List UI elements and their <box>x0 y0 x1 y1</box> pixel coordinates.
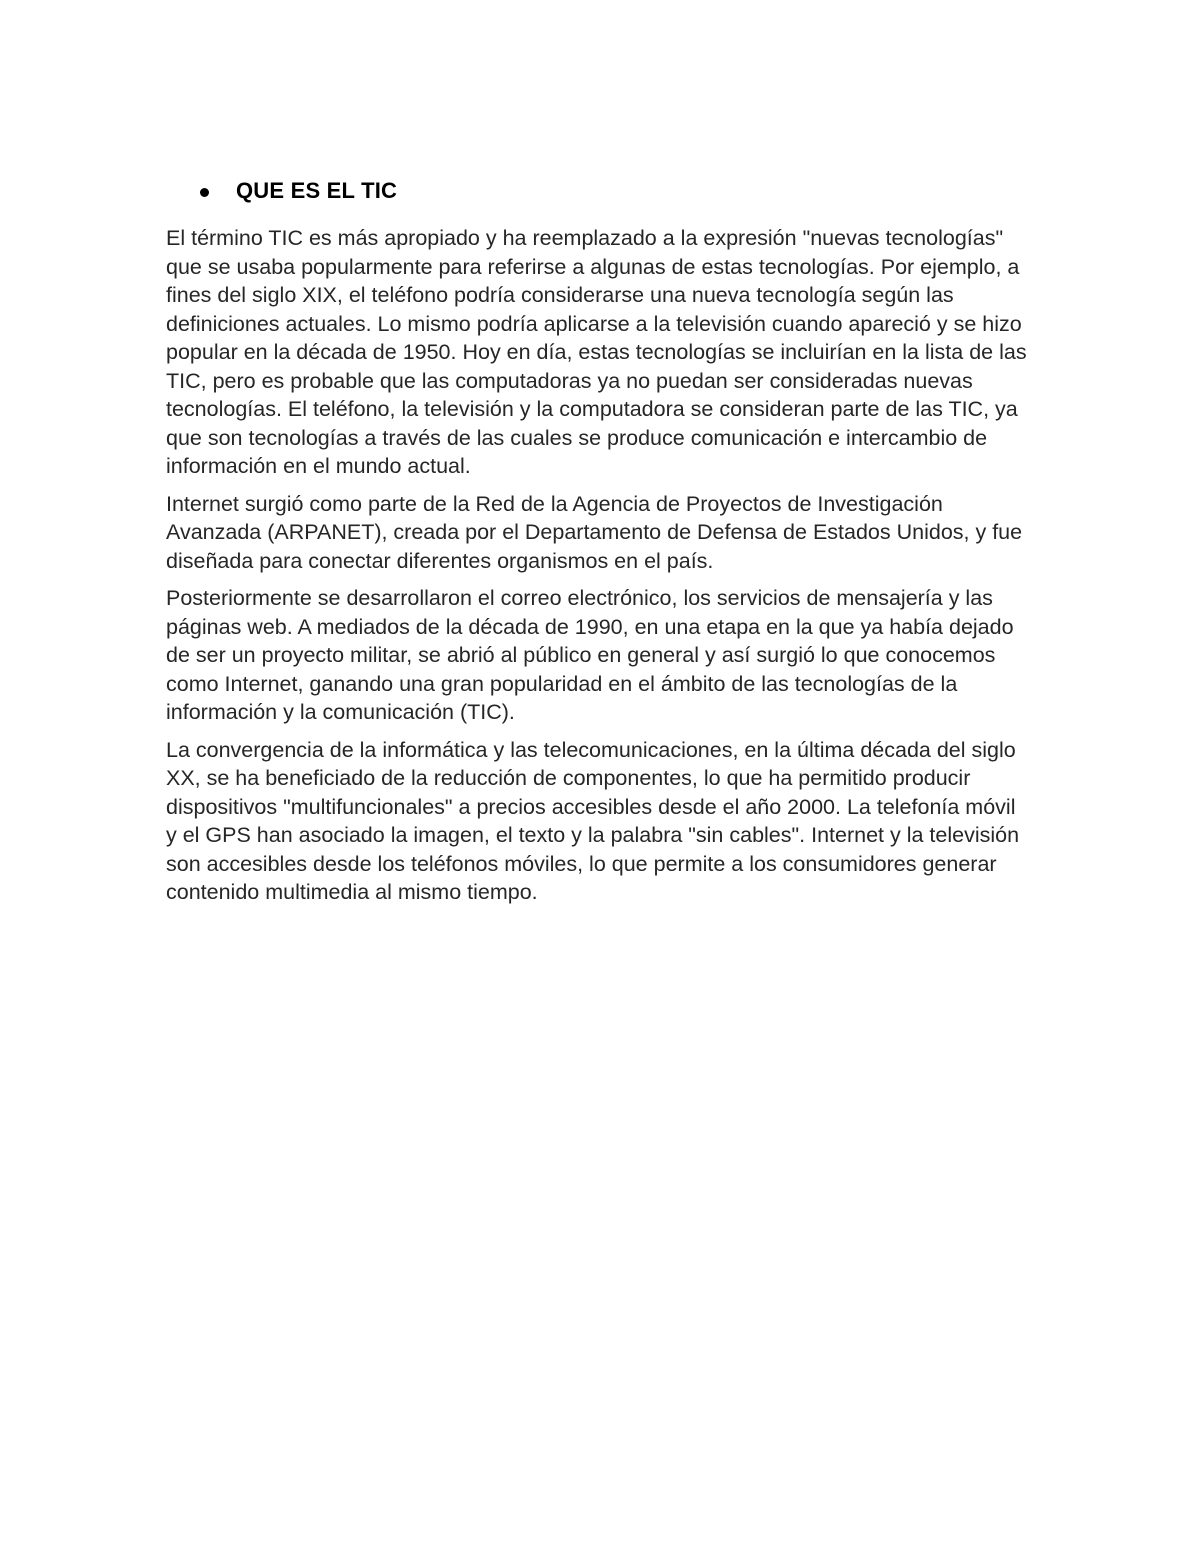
heading-list-item <box>200 178 397 204</box>
paragraph-tic-definition: El término TIC es más apropiado y ha reemplazado a la expresión "nuevas tecnologías" que se usaba popularmente para referirse a algunas de estas tecnologías. Por ejemplo, a fines del siglo XIX, el teléfono podría considerarse una nueva tecnología según las definiciones actuales. Lo mismo podría aplicarse a la televisión cuando apareció y se hizo popular en la década de 1950. Hoy en día, estas tecnologías se incluirían en la lista de las TIC, pero es probable que las computadoras ya no puedan ser consideradas nuevas tecnologías. El teléfono, la televisión y la computadora se consideran parte de las TIC, ya que son tecnologías a través de las cuales se produce comunicación e intercambio de información en el mundo actual. <box>166 226 1027 478</box>
paragraph-internet-development: Posteriormente se desarrollaron el correo electrónico, los servicios de mensajería y las páginas web. A mediados de la década de 1990, en una etapa en la que ya había dejado de ser un proyecto militar, se abrió al público en general y así surgió lo que conocemos como Internet, ganando una gran popularidad en el ámbito de las tecnologías de la información y la comunicación (TIC). <box>166 586 1014 724</box>
document-body <box>166 224 1031 916</box>
paragraph-internet-origin: Internet surgió como parte de la Red de la Agencia de Proyectos de Investigación Avanzada (ARPANET), creada por el Departamento de Defensa de Estados Unidos, y fue diseñada para conectar diferentes organismos en el país. <box>166 491 1023 573</box>
bullet-icon <box>200 188 209 197</box>
document-heading: QUE ES EL TIC <box>236 178 398 203</box>
paragraph-convergence: La convergencia de la informática y las telecomunicaciones, en la última década del siglo XX, se ha beneficiado de la reducción de componentes, lo que ha permitido producir dispositivos "multifuncionales" a precios accesibles desde el año 2000. La telefonía móvil y el GPS han asociado la imagen, el texto y la palabra "sin cables". Internet y la televisión son accesibles desde los teléfonos móviles, lo que permite a los consumidores generar contenido multimedia al mismo tiempo. <box>166 737 1020 904</box>
